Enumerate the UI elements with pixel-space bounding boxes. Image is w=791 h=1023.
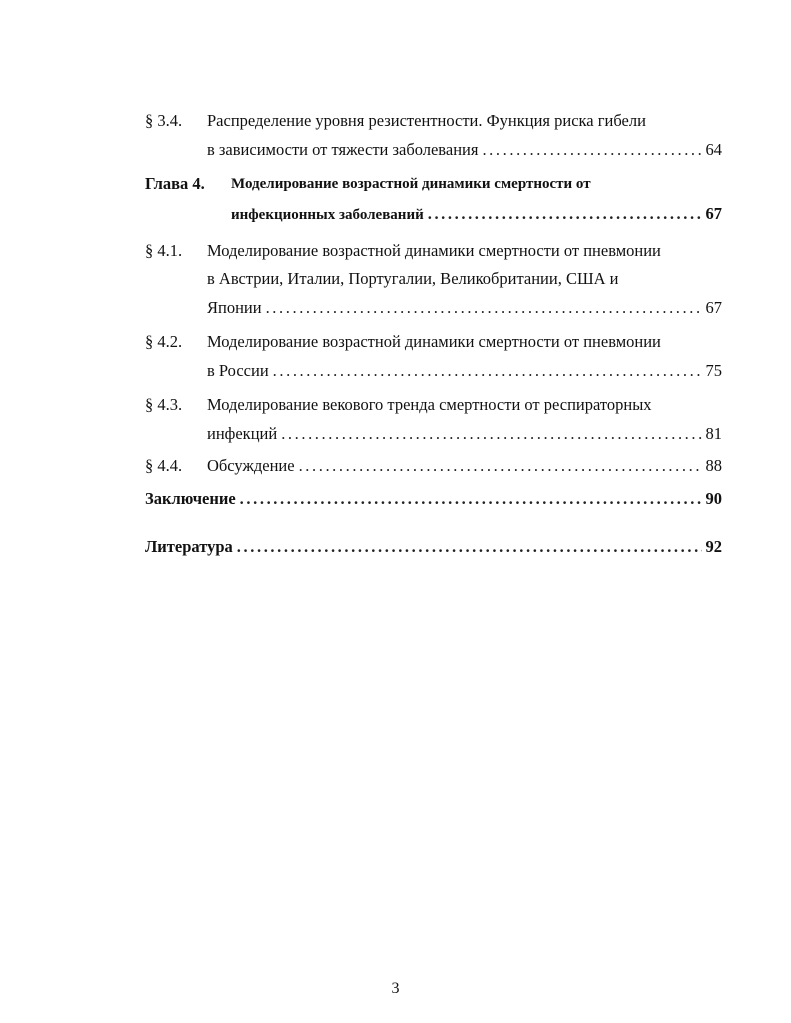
toc-leader-row [207,358,722,384]
section-title-line: Японии [207,298,262,317]
dot-leader [273,358,702,384]
toc-entry-4-1-cont [0,266,791,292]
dot-leader [281,421,701,447]
conclusion-label: Заключение [145,489,236,508]
section-title-line: Обсуждение [207,456,295,475]
toc-entry-4-2 [0,329,791,355]
toc-entry-4-4 [0,453,791,479]
page-ref: 92 [705,537,722,556]
toc-conclusion [0,486,791,512]
page-ref: 75 [705,361,722,380]
dot-leader [428,201,702,227]
section-number: § 4.1. [145,241,183,260]
section-title-line: Распределение уровня резистентности. Функция риска гибели [207,111,646,130]
section-title-line: в Австрии, Италии, Португалии, Великобритании, США и [207,269,619,288]
toc-leader-row [145,486,722,512]
section-title-line: в России [207,361,269,380]
page-ref: 67 [705,204,722,223]
page-ref: 81 [705,424,722,443]
dot-leader [237,534,702,560]
toc-references [0,534,791,560]
page-ref: 64 [705,140,722,159]
toc-leader-row [207,137,722,163]
section-number: § 4.4. [145,456,183,475]
section-title-line: инфекций [207,424,278,443]
toc-entry-3-4 [0,108,791,134]
toc-leader-row [207,421,722,447]
section-title-line: Моделирование векового тренда смертности от респираторных [207,395,652,414]
section-number: § 4.3. [145,395,183,414]
dot-leader [266,295,702,321]
toc-entry-4-3 [0,392,791,418]
dot-leader [299,453,702,479]
toc-entry-4-1 [0,238,791,264]
dot-leader [240,486,702,512]
toc-entry-3-4-cont [0,137,791,163]
section-number: § 4.2. [145,332,183,351]
chapter-number: Глава 4. [145,174,205,193]
toc-entry-4-2-cont [0,358,791,384]
toc-chapter-4-cont [0,201,791,227]
page-number: 3 [391,980,400,997]
toc-entry-4-3-cont [0,421,791,447]
toc-leader-row [231,201,722,228]
section-title-line: Моделирование возрастной динамики смертности от пневмонии [207,241,661,260]
dot-leader [482,137,701,163]
toc-leader-row [207,453,722,479]
chapter-title-line: Моделирование возрастной динамики смертности от [231,176,591,192]
section-title-line: в зависимости от тяжести заболевания [207,140,479,159]
toc-entry-4-1-cont2 [0,295,791,321]
references-label: Литература [145,537,233,556]
section-title-line: Моделирование возрастной динамики смертности от пневмонии [207,332,661,351]
toc-leader-row [207,295,722,321]
chapter-title-line: инфекционных заболеваний [231,207,424,223]
toc-chapter-4 [0,171,791,197]
toc-leader-row [145,534,722,560]
section-number: § 3.4. [145,111,183,130]
page-ref: 90 [705,489,722,508]
page-ref: 67 [705,298,722,317]
page-ref: 88 [705,456,722,475]
